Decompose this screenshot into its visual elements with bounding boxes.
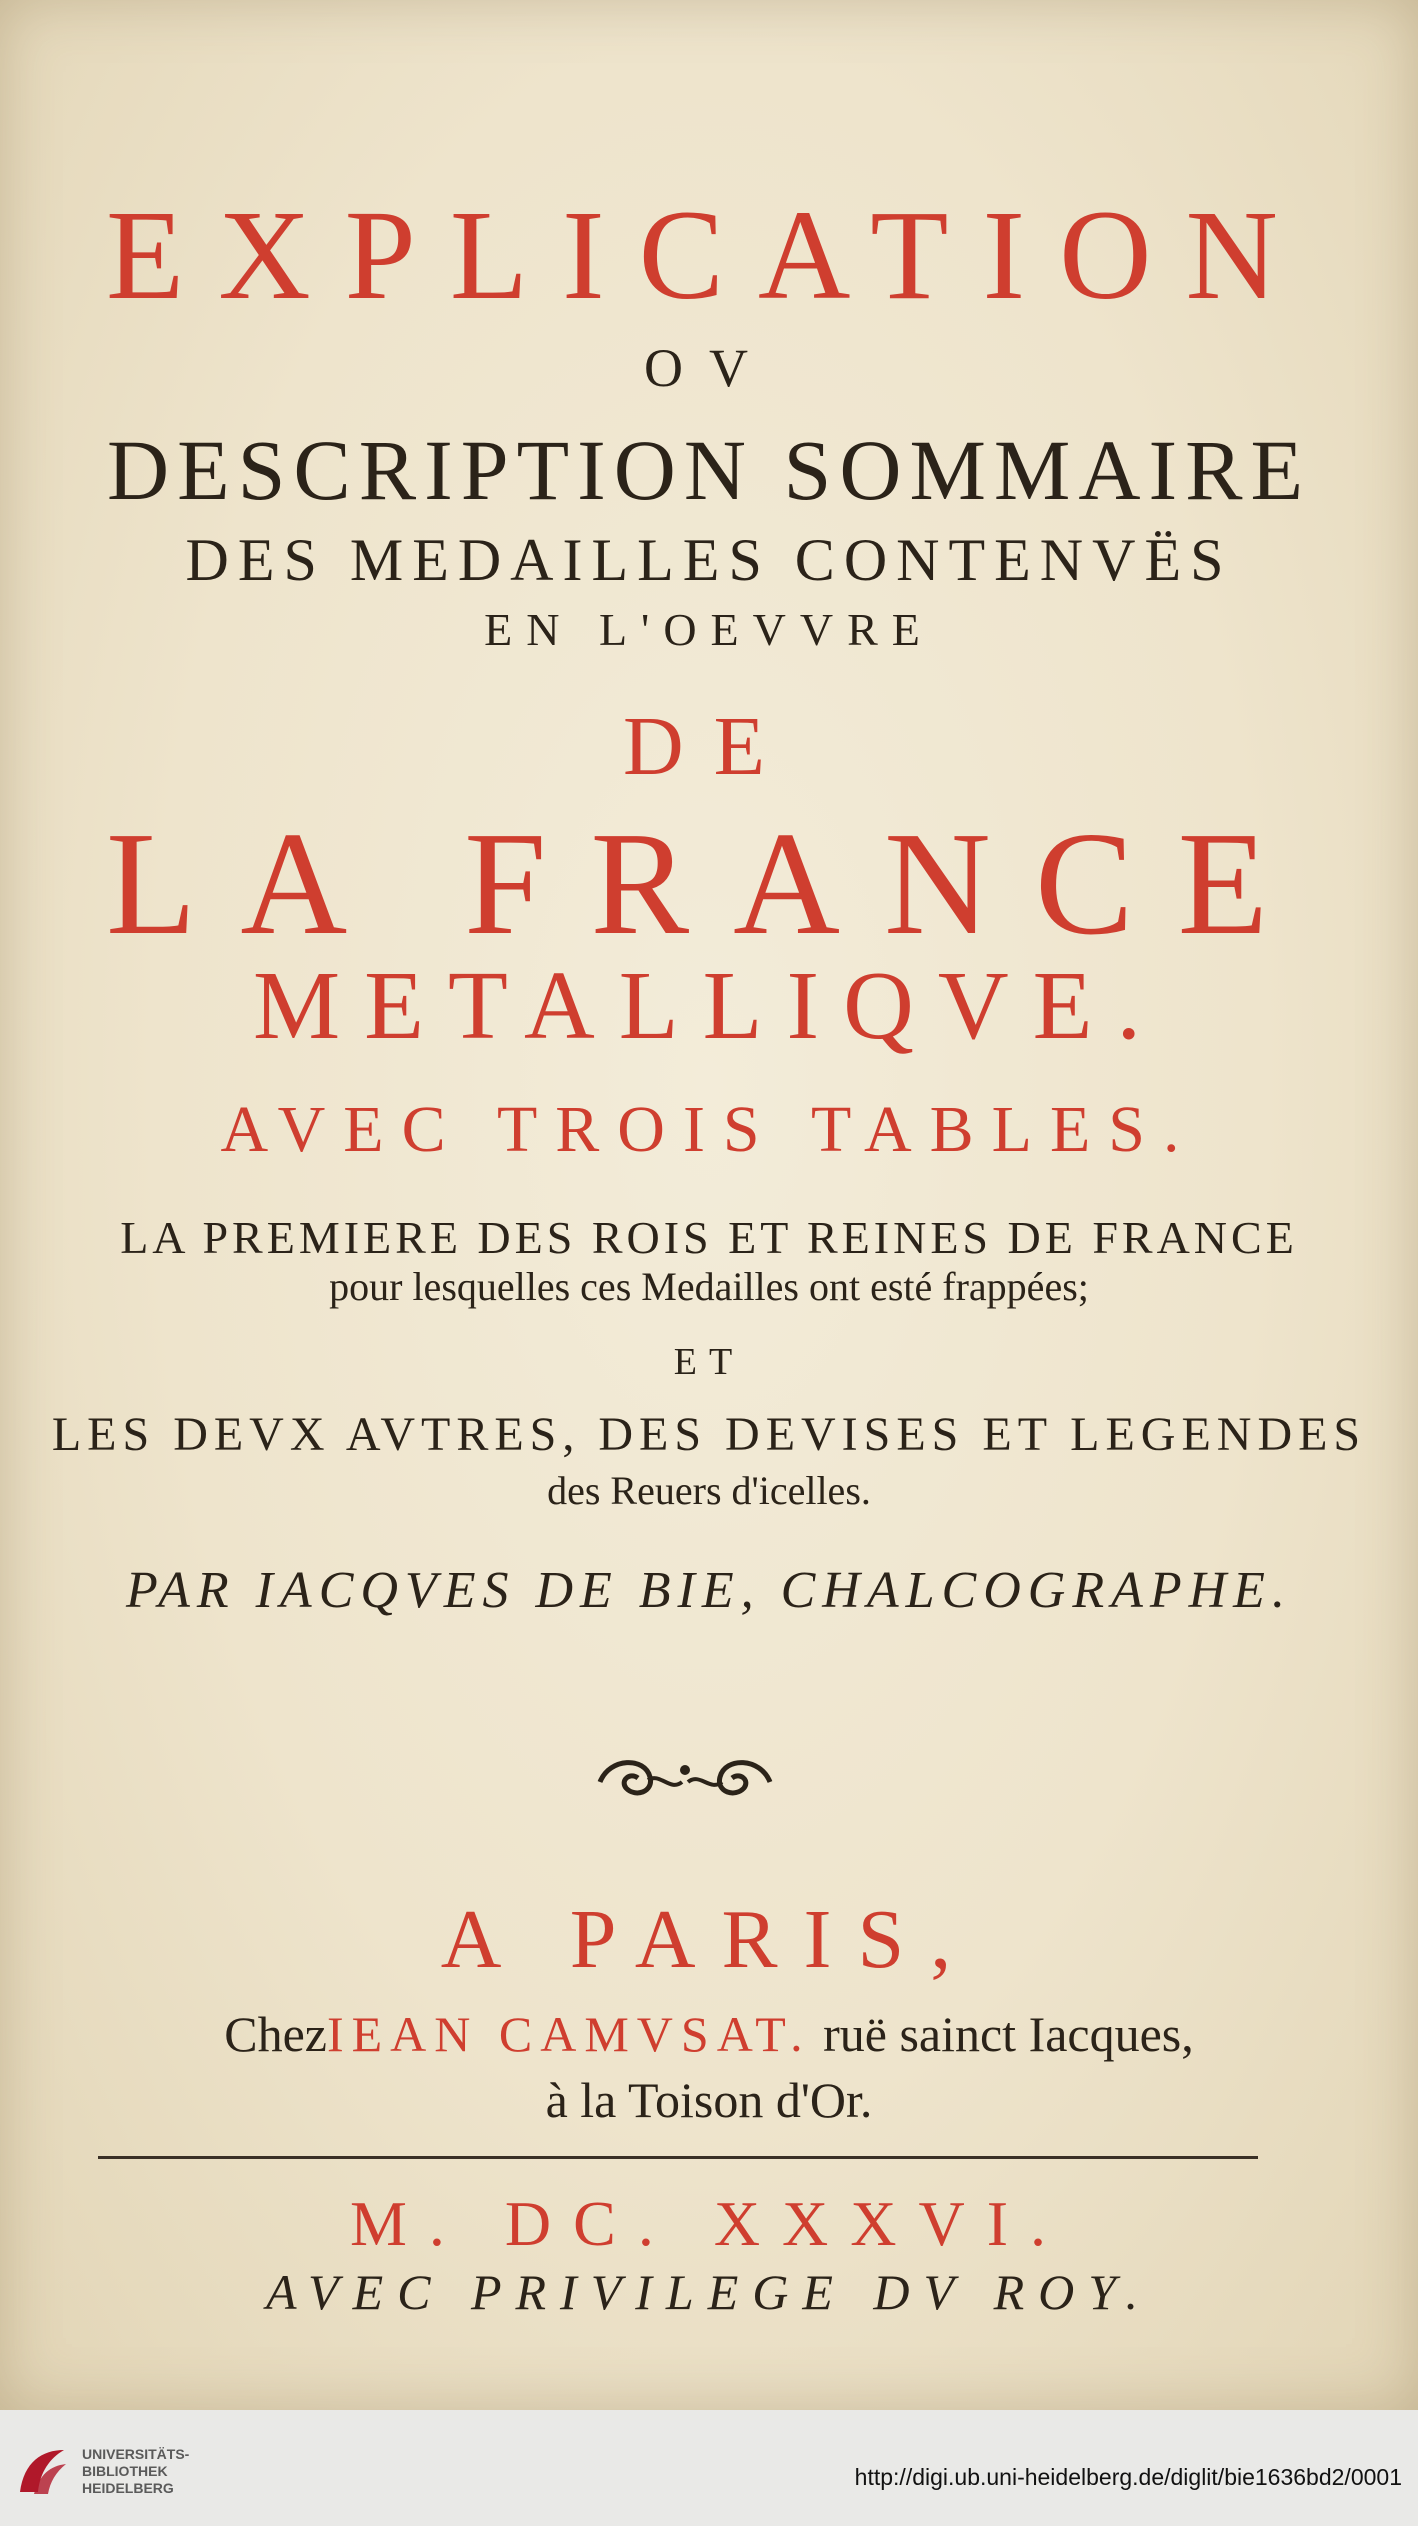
title-description: DESCRIPTION SOMMAIRE (106, 422, 1312, 518)
publisher-name: IEAN CAMVSAT. (326, 2006, 811, 2062)
publisher-address: ruë sainct Iacques, (810, 2006, 1194, 2062)
imprint-a-paris: A PARIS, (440, 1893, 978, 1986)
text-des-reuers: des Reuers d'icelles. (547, 1468, 871, 1513)
title-metallique: METALLIQVE. (252, 952, 1166, 1060)
text-premiere-table: LA PREMIERE DES ROIS ET REINES DE FRANCE (120, 1212, 1298, 1263)
imprint-publisher (0, 2004, 1418, 2064)
title-de: DE (623, 700, 795, 793)
publisher-prefix: Chez (224, 2006, 327, 2062)
title-la-france: LA FRANCE (105, 802, 1313, 966)
horizontal-rule (98, 2156, 1258, 2159)
permalink-link[interactable]: http://digi.ub.uni-heidelberg.de/diglit/bie1636bd2/0001 (854, 2464, 1402, 2490)
author-line: PAR IACQVES DE BIE, CHALCOGRAPHE. (126, 1562, 1292, 1619)
imprint-privilege: AVEC PRIVILEGE DV ROY. (265, 2264, 1153, 2320)
title-en-loeuvre: EN L'OEVVRE (484, 604, 934, 655)
title-avec-trois-tables: AVEC TROIS TABLES. (220, 1093, 1198, 1166)
imprint-date: M. DC. XXXVI. (350, 2188, 1068, 2259)
library-footer (0, 2410, 1418, 2526)
imprint-toison-dor: à la Toison d'Or. (545, 2072, 873, 2128)
university-library-logo-icon (14, 2444, 72, 2502)
library-name: UNIVERSITÄTS- BIBLIOTHEK HEIDELBERG (82, 2446, 190, 2496)
title-des-medailles: DES MEDAILLES CONTENVËS (185, 527, 1233, 593)
title-ou: OV (644, 338, 774, 398)
text-deux-autres: LES DEVX AVTRES, DES DEVISES ET LEGENDES (51, 1408, 1367, 1461)
text-pour-lesquelles: pour lesquelles ces Medailles ont esté frappées; (329, 1264, 1089, 1309)
text-et: ET (673, 1341, 745, 1383)
printers-ornament-icon (590, 1742, 780, 1812)
title-explication: EXPLICATION (106, 184, 1312, 326)
